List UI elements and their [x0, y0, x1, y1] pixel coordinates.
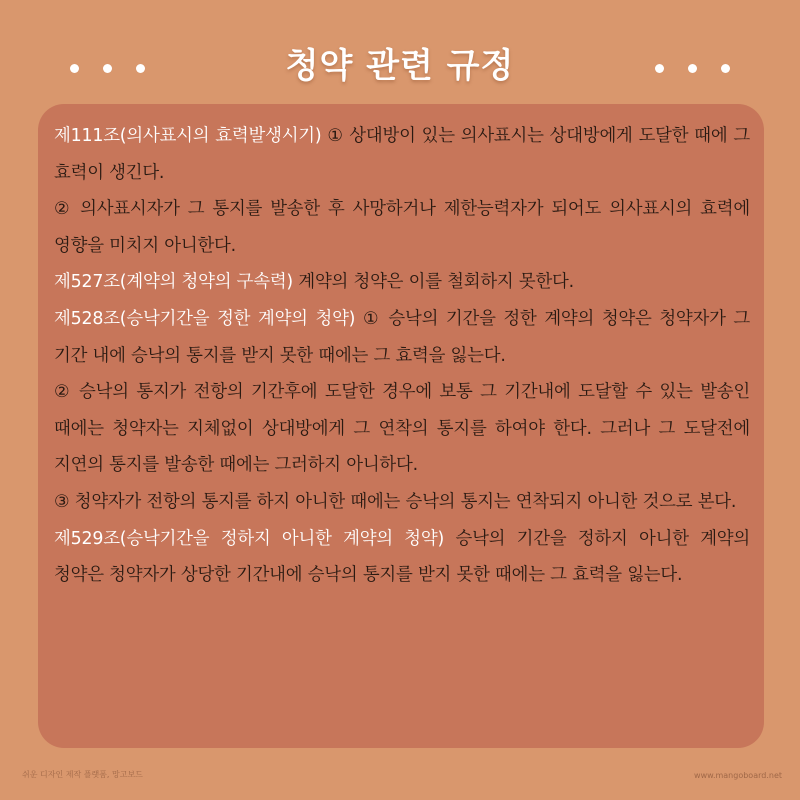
article-heading: 제111조(의사표시의 효력발생시기)	[54, 126, 322, 146]
paragraph-art527	[54, 264, 750, 301]
paragraph-art528-3	[54, 484, 750, 521]
paragraph-art528-2	[54, 374, 750, 484]
dot-icon	[721, 64, 730, 73]
dot-icon	[655, 64, 664, 73]
paragraph-text: ① 승낙의 기간을 정한 계약의 청약은 청약자가 그 기간 내에 승낙의 통지를 받지 못한 때에는 그 효력을 잃는다.	[54, 308, 751, 366]
paragraph-text: ② 승낙의 통지가 전항의 기간후에 도달한 경우에 보통 그 기간내에 도달할 수 있는 발송인 때에는 청약자는 지체없이 상대방에게 그 연착의 통지를 하여야 한다. 그러나 그 도달전에 지연의 통지를 발송한 때에는 그러하지 아니하다.	[54, 382, 750, 476]
paragraph-text: ② 의사표시자가 그 통지를 발송한 후 사망하거나 제한능력자가 되어도 의사표시의 효력에 영향을 미치지 아니한다.	[54, 199, 750, 256]
article-heading: 제528조(승낙기간을 정한 계약의 청약)	[54, 308, 356, 329]
article-heading: 제529조(승낙기간을 정하지 아니한 계약의 청약)	[54, 528, 445, 549]
dot-icon	[688, 64, 697, 73]
paragraph-art111-1	[54, 118, 750, 191]
paragraph-text: ① 상대방이 있는 의사표시는 상대방에게 도달한 때에 그 효력이 생긴다.	[54, 126, 751, 183]
decorative-dots-right	[655, 64, 730, 73]
footer-credit: 쉬운 디자인 제작 플랫폼, 망고보드	[22, 770, 143, 779]
regulation-card	[38, 104, 764, 748]
paragraph-text: 계약의 청약은 이를 철회하지 못한다.	[293, 272, 574, 293]
article-heading: 제527조(계약의 청약의 구속력)	[54, 272, 294, 293]
page-title: 청약 관련 규정	[285, 46, 515, 86]
paragraph-art528-1	[54, 301, 750, 374]
paragraph-text: ③ 청약자가 전항의 통지를 하지 아니한 때에는 승낙의 통지는 연착되지 아니한 것으로 본다.	[54, 491, 737, 512]
footer-url: www.mangoboard.net	[694, 771, 782, 780]
paragraph-text: 승낙의 기간을 정하지 아니한 계약의 청약은 청약자가 상당한 기간내에 승낙의 통지를 받지 못한 때에는 그 효력을 잃는다.	[54, 528, 750, 586]
paragraph-art111-2	[54, 191, 750, 264]
paragraph-art529	[54, 521, 750, 594]
